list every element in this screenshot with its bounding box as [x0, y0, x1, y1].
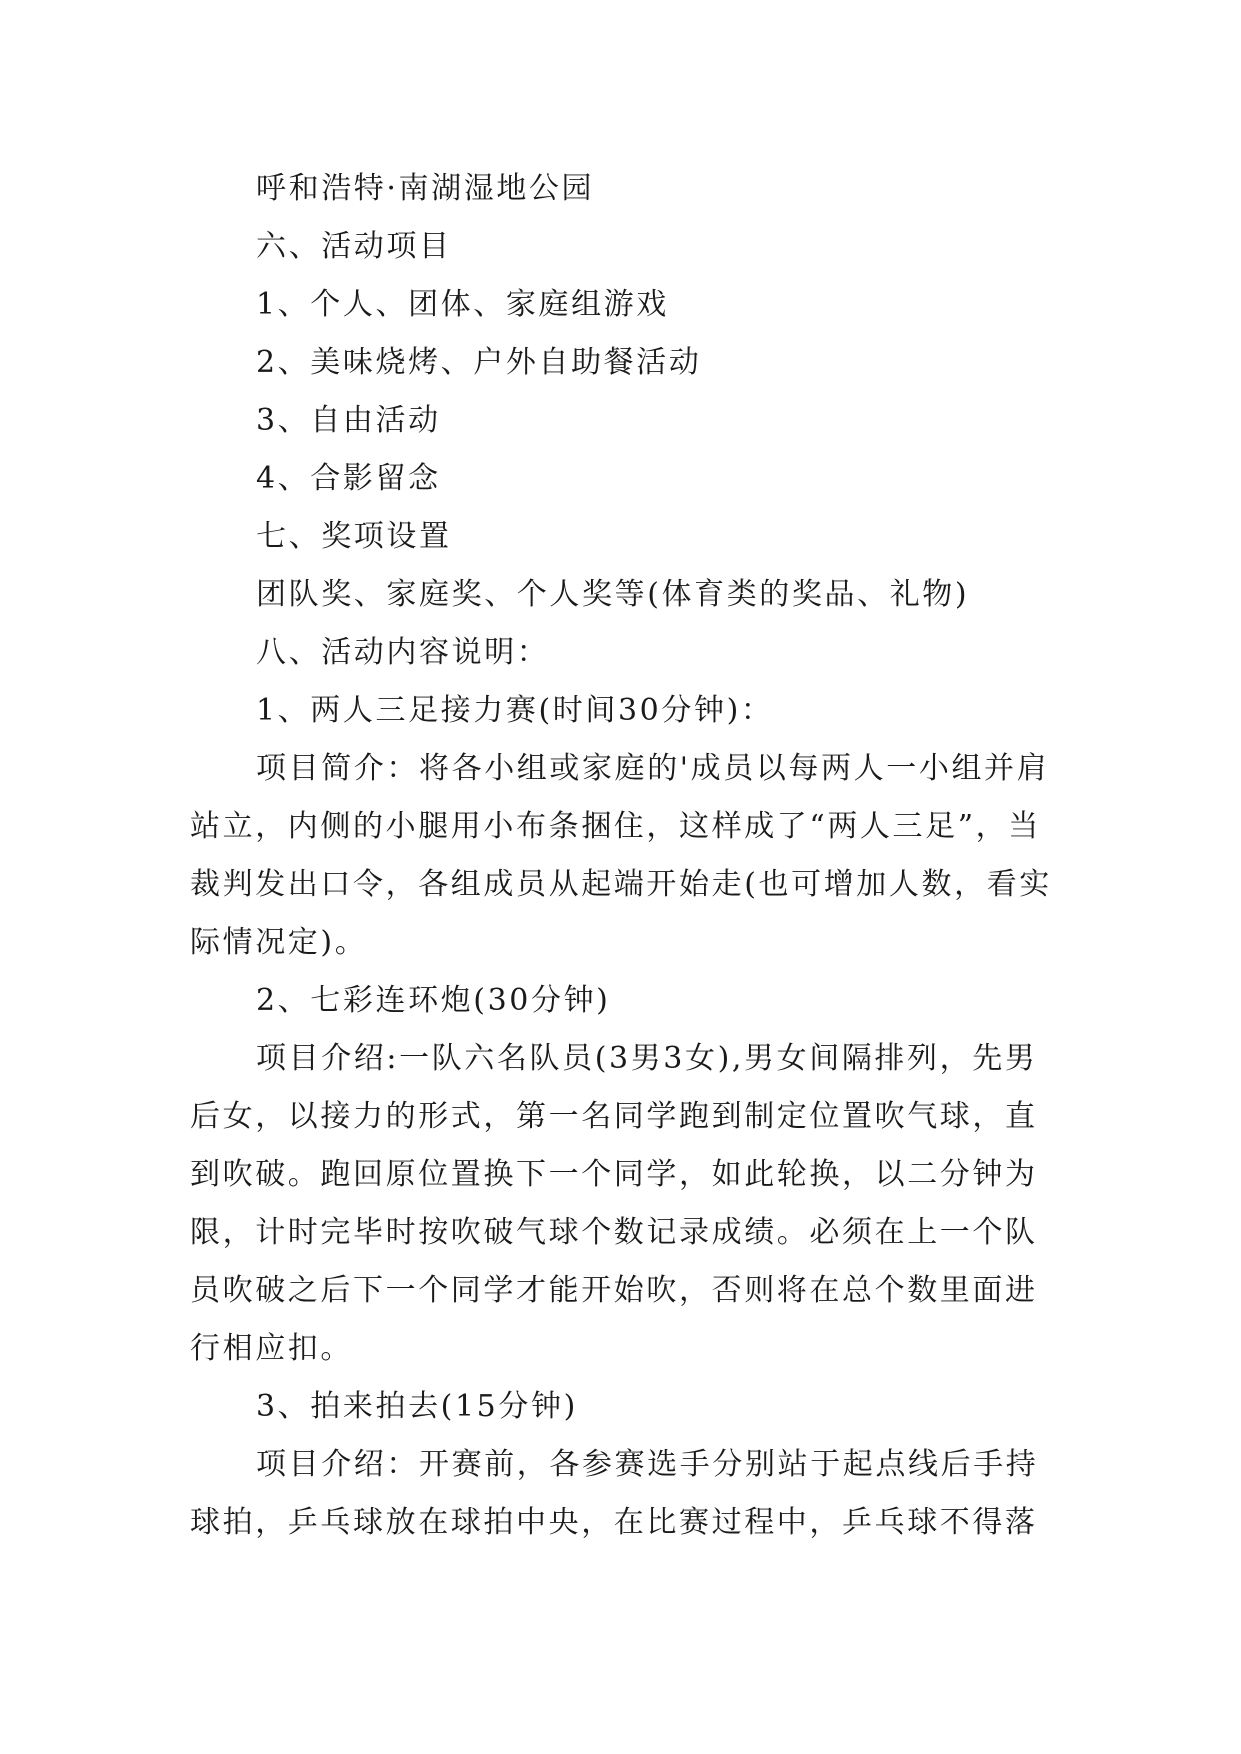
- document-body: [190, 160, 1060, 1552]
- event-description: 项目简介：将各小组或家庭的'成员以每两人一小组并肩站立，内侧的小腿用小布条捆住，这样成了“两人三足”，当裁判发出口令，各组成员从起端开始走(也可增加人数，看实际情况定)。: [190, 751, 1052, 960]
- list-item: 3、自由活动: [256, 403, 441, 438]
- section-heading-details: 八、活动内容说明：: [256, 635, 550, 670]
- event-title: 1、两人三足接力赛(时间30分钟)：: [256, 693, 774, 728]
- event-title: 3、拍来拍去(15分钟): [256, 1389, 578, 1424]
- awards-text: 团队奖、家庭奖、个人奖等(体育类的奖品、礼物): [256, 577, 970, 612]
- event-title: 2、七彩连环炮(30分钟): [256, 983, 611, 1018]
- venue-line: 呼和浩特·南湖湿地公园: [256, 171, 595, 206]
- event-description: 项目介绍：开赛前，各参赛选手分别站于起点线后手持球拍，乒乓球放在球拍中央，在比赛过程中，乒乓球不得落: [190, 1447, 1039, 1540]
- event-description: 项目介绍:一队六名队员(3男3女),男女间隔排列，先男后女，以接力的形式，第一名同学跑到制定位置吹气球，直到吹破。跑回原位置换下一个同学，如此轮换，以二分钟为限，计时完毕时按吹破气球个数记录成绩。必须在上一个队员吹破之后下一个同学才能开始吹，否则将在总个数里面进行相应扣。: [190, 1041, 1038, 1366]
- section-heading-awards: 七、奖项设置: [256, 519, 452, 554]
- section-heading-activities: 六、活动项目: [256, 229, 452, 264]
- list-item: 2、美味烧烤、户外自助餐活动: [256, 345, 702, 380]
- list-item: 4、合影留念: [256, 461, 441, 496]
- list-item: 1、个人、团体、家庭组游戏: [256, 287, 669, 322]
